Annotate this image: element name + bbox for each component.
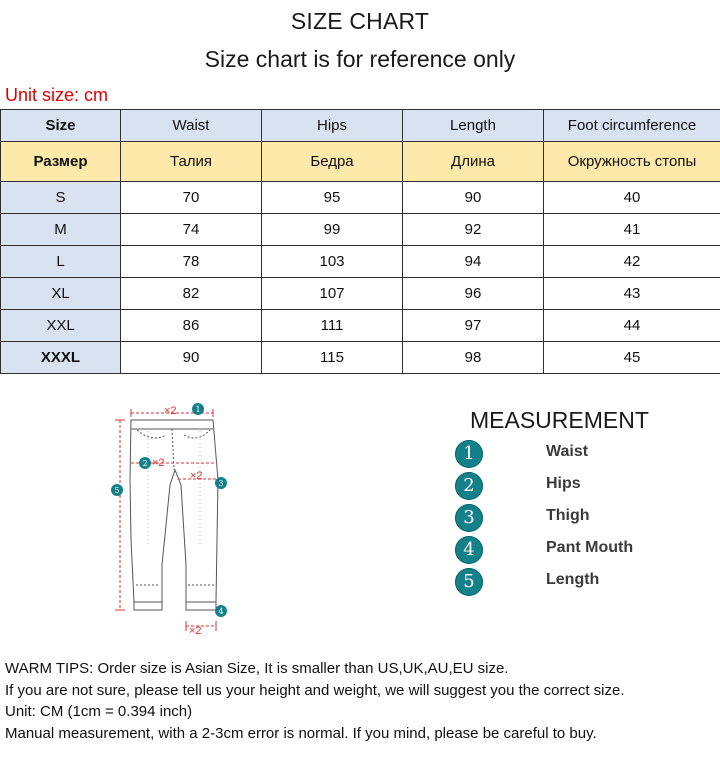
measurement-label: Thigh [546, 507, 590, 524]
table-row [1, 214, 720, 246]
page-subtitle: Size chart is for reference only [204, 46, 516, 72]
header-waist: Waist [121, 110, 262, 142]
table-row [1, 246, 720, 278]
length-cell: 94 [403, 246, 544, 278]
hips-cell: 107 [262, 278, 403, 310]
header-row-english [1, 110, 720, 142]
measurement-label: Pant Mouth [546, 539, 634, 556]
foot-cell: 45 [544, 342, 720, 374]
tip-line: Manual measurement, with a 2-3cm error is normal. If you mind, please be careful to buy. [5, 724, 597, 742]
hips-cell: 111 [262, 310, 403, 342]
size-cell: S [1, 182, 121, 214]
header-size: Size [1, 110, 121, 142]
waist-cell: 78 [121, 246, 262, 278]
size-cell: L [1, 246, 121, 278]
header-waist-ru: Талия [121, 142, 262, 182]
foot-cell: 40 [544, 182, 720, 214]
number-3-icon: 3 [455, 504, 483, 532]
header-row-russian [1, 142, 720, 182]
length-cell: 90 [403, 182, 544, 214]
length-cell: 97 [403, 310, 544, 342]
size-table [0, 109, 720, 374]
waist-cell: 74 [121, 214, 262, 246]
number-5-icon: 5 [455, 568, 483, 596]
size-cell: XXL [1, 310, 121, 342]
measurement-title: MEASUREMENT [470, 407, 649, 433]
multiplier-thigh: ×2 [190, 470, 203, 482]
multiplier-waist: ×2 [164, 405, 177, 417]
marker-4: 4 [218, 607, 224, 616]
waist-cell: 82 [121, 278, 262, 310]
tip-line: Unit: CM (1cm = 0.394 inch) [5, 703, 193, 720]
header-length: Length [403, 110, 544, 142]
hips-cell: 95 [262, 182, 403, 214]
number-1-icon: 1 [455, 440, 483, 468]
table-row [1, 342, 720, 374]
pants-outline [130, 420, 218, 610]
length-cell: 92 [403, 214, 544, 246]
multiplier-pant-mouth: ×2 [189, 625, 202, 637]
table-row [1, 310, 720, 342]
tip-line: If you are not sure, please tell us your height and weight, we will suggest you the correct size. [5, 681, 625, 699]
number-4-icon: 4 [455, 536, 483, 564]
warm-tips [5, 658, 717, 744]
waist-cell: 90 [121, 342, 262, 374]
hips-cell: 115 [262, 342, 403, 374]
measurement-label: Hips [546, 475, 581, 492]
pants-measurement-diagram [100, 395, 240, 640]
waist-cell: 86 [121, 310, 262, 342]
number-2-icon: 2 [455, 472, 483, 500]
size-cell: XL [1, 278, 121, 310]
measurement-label: Waist [546, 443, 589, 460]
header-foot-circumference: Foot circumference [544, 110, 720, 142]
marker-3: 3 [218, 479, 224, 488]
size-cell: M [1, 214, 121, 246]
unit-label: Unit size: cm [5, 85, 109, 105]
size-cell: XXXL [1, 342, 121, 374]
header-hips-ru: Бедра [262, 142, 403, 182]
length-cell: 96 [403, 278, 544, 310]
marker-1: 1 [195, 405, 201, 414]
foot-cell: 42 [544, 246, 720, 278]
header-hips: Hips [262, 110, 403, 142]
measurement-label: Length [546, 571, 600, 588]
table-row [1, 278, 720, 310]
marker-5: 5 [114, 486, 120, 495]
table-row [1, 182, 720, 214]
multiplier-hips: ×2 [152, 457, 165, 469]
waist-cell: 70 [121, 182, 262, 214]
header-length-ru: Длина [403, 142, 544, 182]
marker-2: 2 [142, 459, 148, 468]
header-size-ru: Размер [1, 142, 121, 182]
hips-cell: 99 [262, 214, 403, 246]
length-cell: 98 [403, 342, 544, 374]
header-foot-circumference-ru: Окружность стопы [544, 142, 720, 182]
foot-cell: 43 [544, 278, 720, 310]
foot-cell: 41 [544, 214, 720, 246]
foot-cell: 44 [544, 310, 720, 342]
page-title: SIZE CHART [290, 8, 430, 34]
tip-line: WARM TIPS: Order size is Asian Size, It is smaller than US,UK,AU,EU size. [5, 660, 509, 677]
hips-cell: 103 [262, 246, 403, 278]
